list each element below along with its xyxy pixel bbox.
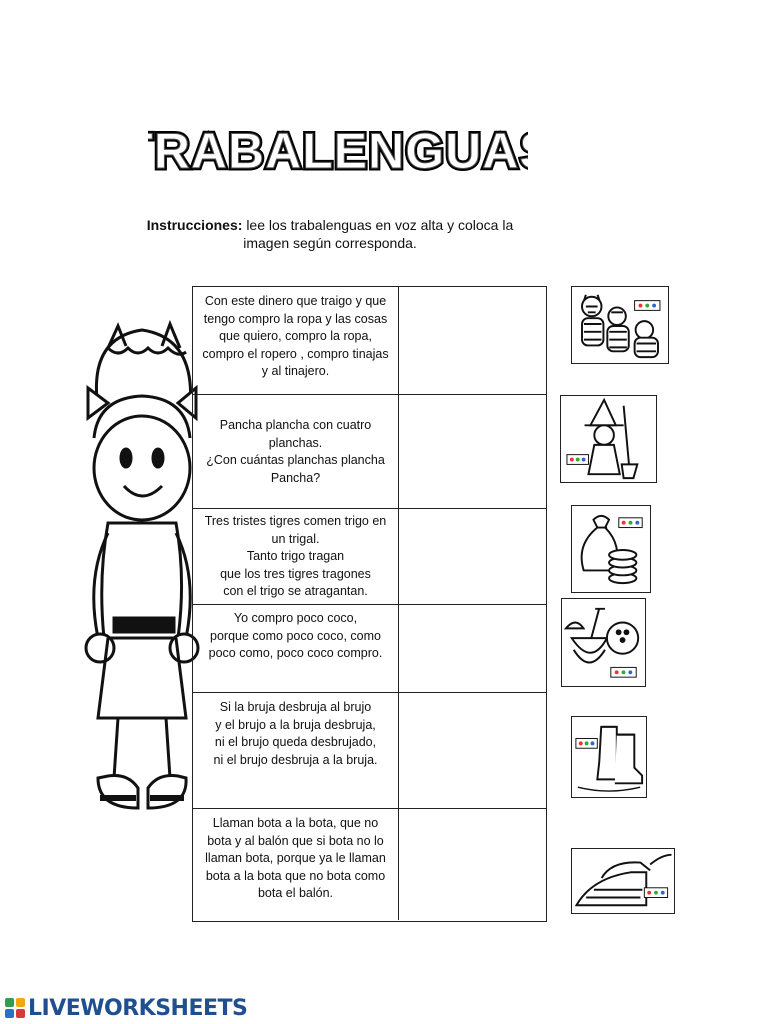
tigers-icon: [572, 287, 668, 363]
tongue-twister-text: Si la bruja desbruja al brujo y el brujo a la bruja desbruja, ni el brujo queda desbrujado, ni el brujo desbruja a la bruja.: [193, 693, 399, 808]
table-row: [193, 605, 546, 693]
table-row: [193, 395, 546, 509]
tongue-twister-text: Tres tristes tigres comen trigo en un trigal. Tanto trigo tragan que los tres tigres tragones con el trigo se atragantan.: [193, 509, 399, 604]
tongue-twister-text: Llaman bota a la bota, que no bota y al balón que si bota no lo llaman bota, porque ya le llaman bota a la bota que no bota como bota el balón.: [193, 809, 399, 920]
tongue-twister-text: Con este dinero que traigo y que tengo compro la ropa y las cosas que quiero, compro la ropa, compro el ropero , compro tinajas y al tinajero.: [193, 287, 399, 394]
image-drop-zone[interactable]: [399, 809, 546, 920]
draggable-picture-iron[interactable]: [571, 848, 675, 914]
draggable-picture-coconut[interactable]: [561, 598, 646, 687]
girl-icon: [78, 318, 206, 818]
liveworksheets-logo-icon: [4, 997, 26, 1019]
witch-icon: [561, 396, 656, 482]
table-row: [193, 287, 546, 395]
image-drop-zone[interactable]: [399, 509, 546, 604]
tongue-twister-text: Yo compro poco coco, porque como poco coco, como poco como, poco coco compro.: [193, 605, 399, 692]
draggable-picture-witch[interactable]: [560, 395, 657, 483]
image-drop-zone[interactable]: [399, 693, 546, 808]
money-bag-icon: [572, 506, 650, 592]
title-graphic: [148, 118, 528, 182]
girl-illustration: [78, 318, 206, 818]
iron-icon: [572, 849, 674, 913]
instructions-line1: lee los trabalenguas en voz alta y coloca la: [246, 217, 514, 233]
footer-brand[interactable]: [4, 994, 247, 1022]
coconut-icon: [562, 599, 645, 686]
footer-brand-text: LIVEWORKSHEETS: [28, 995, 248, 1021]
draggable-picture-boots[interactable]: [571, 716, 647, 798]
table-row: [193, 809, 546, 920]
image-drop-zone[interactable]: [399, 395, 546, 508]
draggable-picture-tigers[interactable]: [571, 286, 669, 364]
title-text-inner: RABALENGUA: [153, 123, 520, 179]
boots-icon: [572, 717, 646, 797]
instructions: [120, 216, 540, 252]
image-drop-zone[interactable]: [399, 605, 546, 692]
instructions-label: Instrucciones:: [146, 217, 243, 233]
instructions-line2: imagen según corresponda.: [243, 235, 417, 251]
title-text: RABALENGUA: [153, 123, 520, 179]
tongue-twister-text: Pancha plancha con cuatro planchas. ¿Con cuántas planchas plancha Pancha?: [193, 395, 399, 508]
tongue-twister-table: [192, 286, 547, 922]
draggable-picture-money-bag[interactable]: [571, 505, 651, 593]
image-drop-zone[interactable]: [399, 287, 546, 394]
page-title: [148, 118, 528, 182]
table-row: [193, 509, 546, 605]
table-row: [193, 693, 546, 809]
